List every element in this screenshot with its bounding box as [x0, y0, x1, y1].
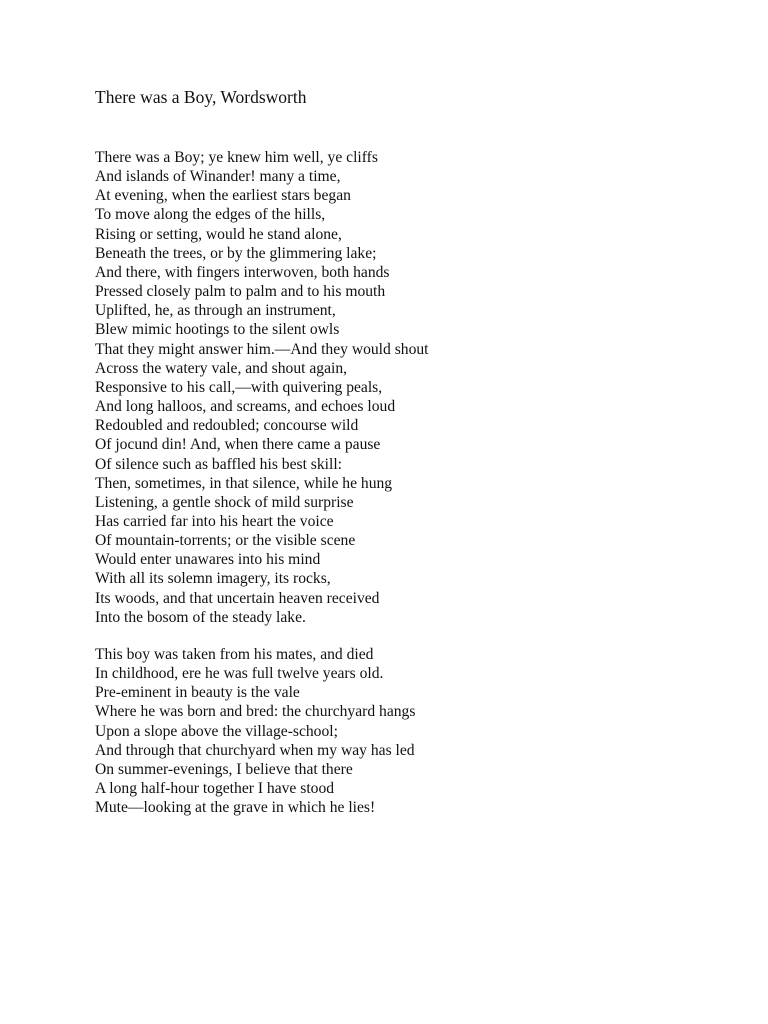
poem-line: Pressed closely palm to palm and to his mouth [95, 283, 386, 301]
poem-line: Across the watery vale, and shout again, [95, 359, 348, 377]
poem-line: Rising or setting, would he stand alone, [95, 225, 342, 243]
stanza-2 [95, 645, 415, 817]
poem-title: There was a Boy, Wordsworth [95, 87, 307, 107]
poem-line: And long halloos, and screams, and echoes loud [95, 398, 396, 416]
poem-line: This boy was taken from his mates, and died [95, 646, 374, 663]
poem-line: And through that churchyard when my way has led [95, 741, 415, 759]
poem-line: Upon a slope above the village-school; [95, 722, 338, 740]
poem-line: Of silence such as baffled his best skill: [95, 455, 342, 473]
poem-line: Uplifted, he, as through an instrument, [95, 302, 336, 320]
poem-line: Its woods, and that uncertain heaven received [95, 589, 380, 607]
poem-line: Would enter unawares into his mind [95, 551, 321, 569]
poem-line: To move along the edges of the hills, [95, 206, 326, 224]
poem-line: Has carried far into his heart the voice [95, 512, 334, 530]
poem-line: That they might answer him.—And they would shout [95, 340, 429, 358]
poem-line: Redoubled and redoubled; concourse wild [95, 417, 359, 435]
stanza-1 [95, 148, 429, 627]
poem-line: Of jocund din! And, when there came a pause [95, 436, 381, 454]
poem-line: Mute—looking at the grave in which he lies! [95, 799, 376, 817]
poem-line: Responsive to his call,—with quivering peals, [95, 378, 383, 396]
poem-line: Listening, a gentle shock of mild surprise [95, 493, 354, 511]
poem-line: Into the bosom of the steady lake. [95, 608, 306, 626]
poem-line: Then, sometimes, in that silence, while he hung [95, 474, 393, 492]
poem-line: At evening, when the earliest stars began [95, 187, 351, 205]
poem-line: A long half-hour together I have stood [95, 780, 335, 798]
poem-line: Of mountain-torrents; or the visible scene [95, 532, 356, 550]
poem-line: Blew mimic hootings to the silent owls [95, 321, 340, 339]
poem-line: Beneath the trees, or by the glimmering lake; [95, 244, 377, 262]
poem-line: There was a Boy; ye knew him well, ye cliffs [95, 149, 378, 166]
poem-line: In childhood, ere he was full twelve years old. [95, 665, 384, 683]
poem-line: With all its solemn imagery, its rocks, [95, 570, 331, 588]
poem-line: On summer-evenings, I believe that there [95, 760, 353, 778]
poem-line: Where he was born and bred: the churchyard hangs [95, 703, 416, 721]
poem-line: Pre-eminent in beauty is the vale [95, 684, 300, 702]
poem-line: And there, with fingers interwoven, both hands [95, 263, 390, 281]
poem-line: And islands of Winander! many a time, [95, 168, 341, 186]
